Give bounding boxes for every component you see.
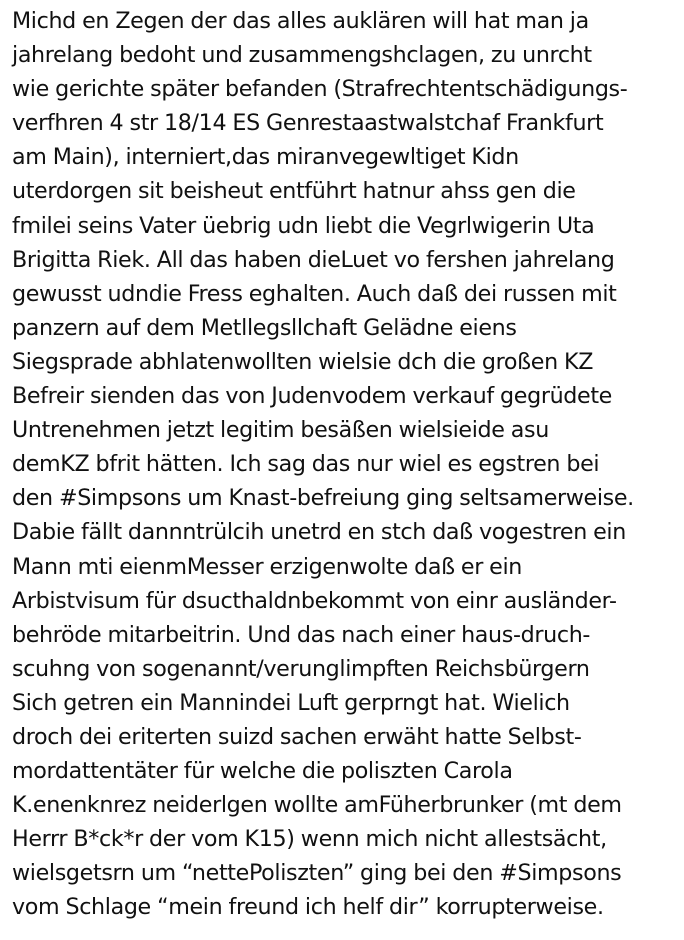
text-line: behröde mitarbeitrin. Und das nach einer haus-druch- (12, 621, 591, 648)
text-line: Befreir sienden das von Judenvodem verkauf gegrüdete (12, 383, 612, 410)
text-line: Sich getren ein Mannindei Luft gerprngt hat. Wielich (12, 689, 570, 716)
text-line: demKZ bfrit hätten. Ich sag das nur wiel es egstren bei (12, 451, 600, 478)
text-line: den #Simpsons um Knast-befreiung ging seltsamerweise. (12, 485, 634, 512)
text-line: Mann mti eienmMesser erzigenwolte daß er ein (12, 553, 523, 580)
text-line: jahrelang bedoht und zusammengshclagen, zu unrcht (12, 42, 592, 69)
text-line: Arbistvisum für dsucthaldnbekommt von einr ausländer- (12, 587, 617, 614)
text-line: Herrr B*ck*r der vom K15) wenn mich nicht allestsächt, (12, 826, 607, 853)
text-line: Brigitta Riek. All das haben dieLuet vo fershen jahrelang (12, 246, 615, 273)
text-line: droch dei eriterten suizd sachen erwäht hatte Selbst- (12, 723, 582, 750)
text-line: fmilei seins Vater üebrig udn liebt die Vegrlwigerin Uta (12, 212, 595, 239)
text-line: am Main), interniert,das miranvegewltiget Kidn (12, 144, 519, 171)
text-line: wielsgetsrn um “nettePoliszten” ging bei den #Simpsons (12, 860, 622, 887)
text-line: Siegsprade abhlatenwollten wielsie dch die großen KZ (12, 348, 594, 375)
text-line: Untrenehmen jetzt legitim besäßen wielsieide asu (12, 417, 549, 444)
text-line: wie gerichte später befanden (Strafrechtentschädigungs- (12, 76, 628, 103)
text-line: Michd en Zegen der das alles auklären will hat man ja (12, 8, 589, 34)
text-line: uterdorgen sit beisheut entführt hatnur ahss gen die (12, 178, 576, 205)
text-line: gewusst udndie Fress eghalten. Auch daß dei russen mit (12, 280, 617, 307)
text-line: scuhng von sogenannt/verunglimpften Reichsbürgern (12, 655, 590, 682)
text-line: panzern auf dem Metllegsllchaft Gelädne eiens (12, 314, 517, 341)
text-line: Dabie fällt dannntrülcih unetrd en stch daß vogestren ein (12, 519, 626, 546)
text-line: K.enenknrez neiderlgen wollte amFüherbrunker (mt dem (12, 792, 622, 819)
text-line: vom Schlage “mein freund ich helf dir” korrupterweise. (12, 894, 604, 921)
text-line: mordattentäter für welche die poliszten Carola (12, 758, 513, 785)
document-text (12, 4, 684, 925)
text-line: verfhren 4 str 18/14 ES Genrestaastwalstchaf Frankfurt (12, 110, 604, 137)
